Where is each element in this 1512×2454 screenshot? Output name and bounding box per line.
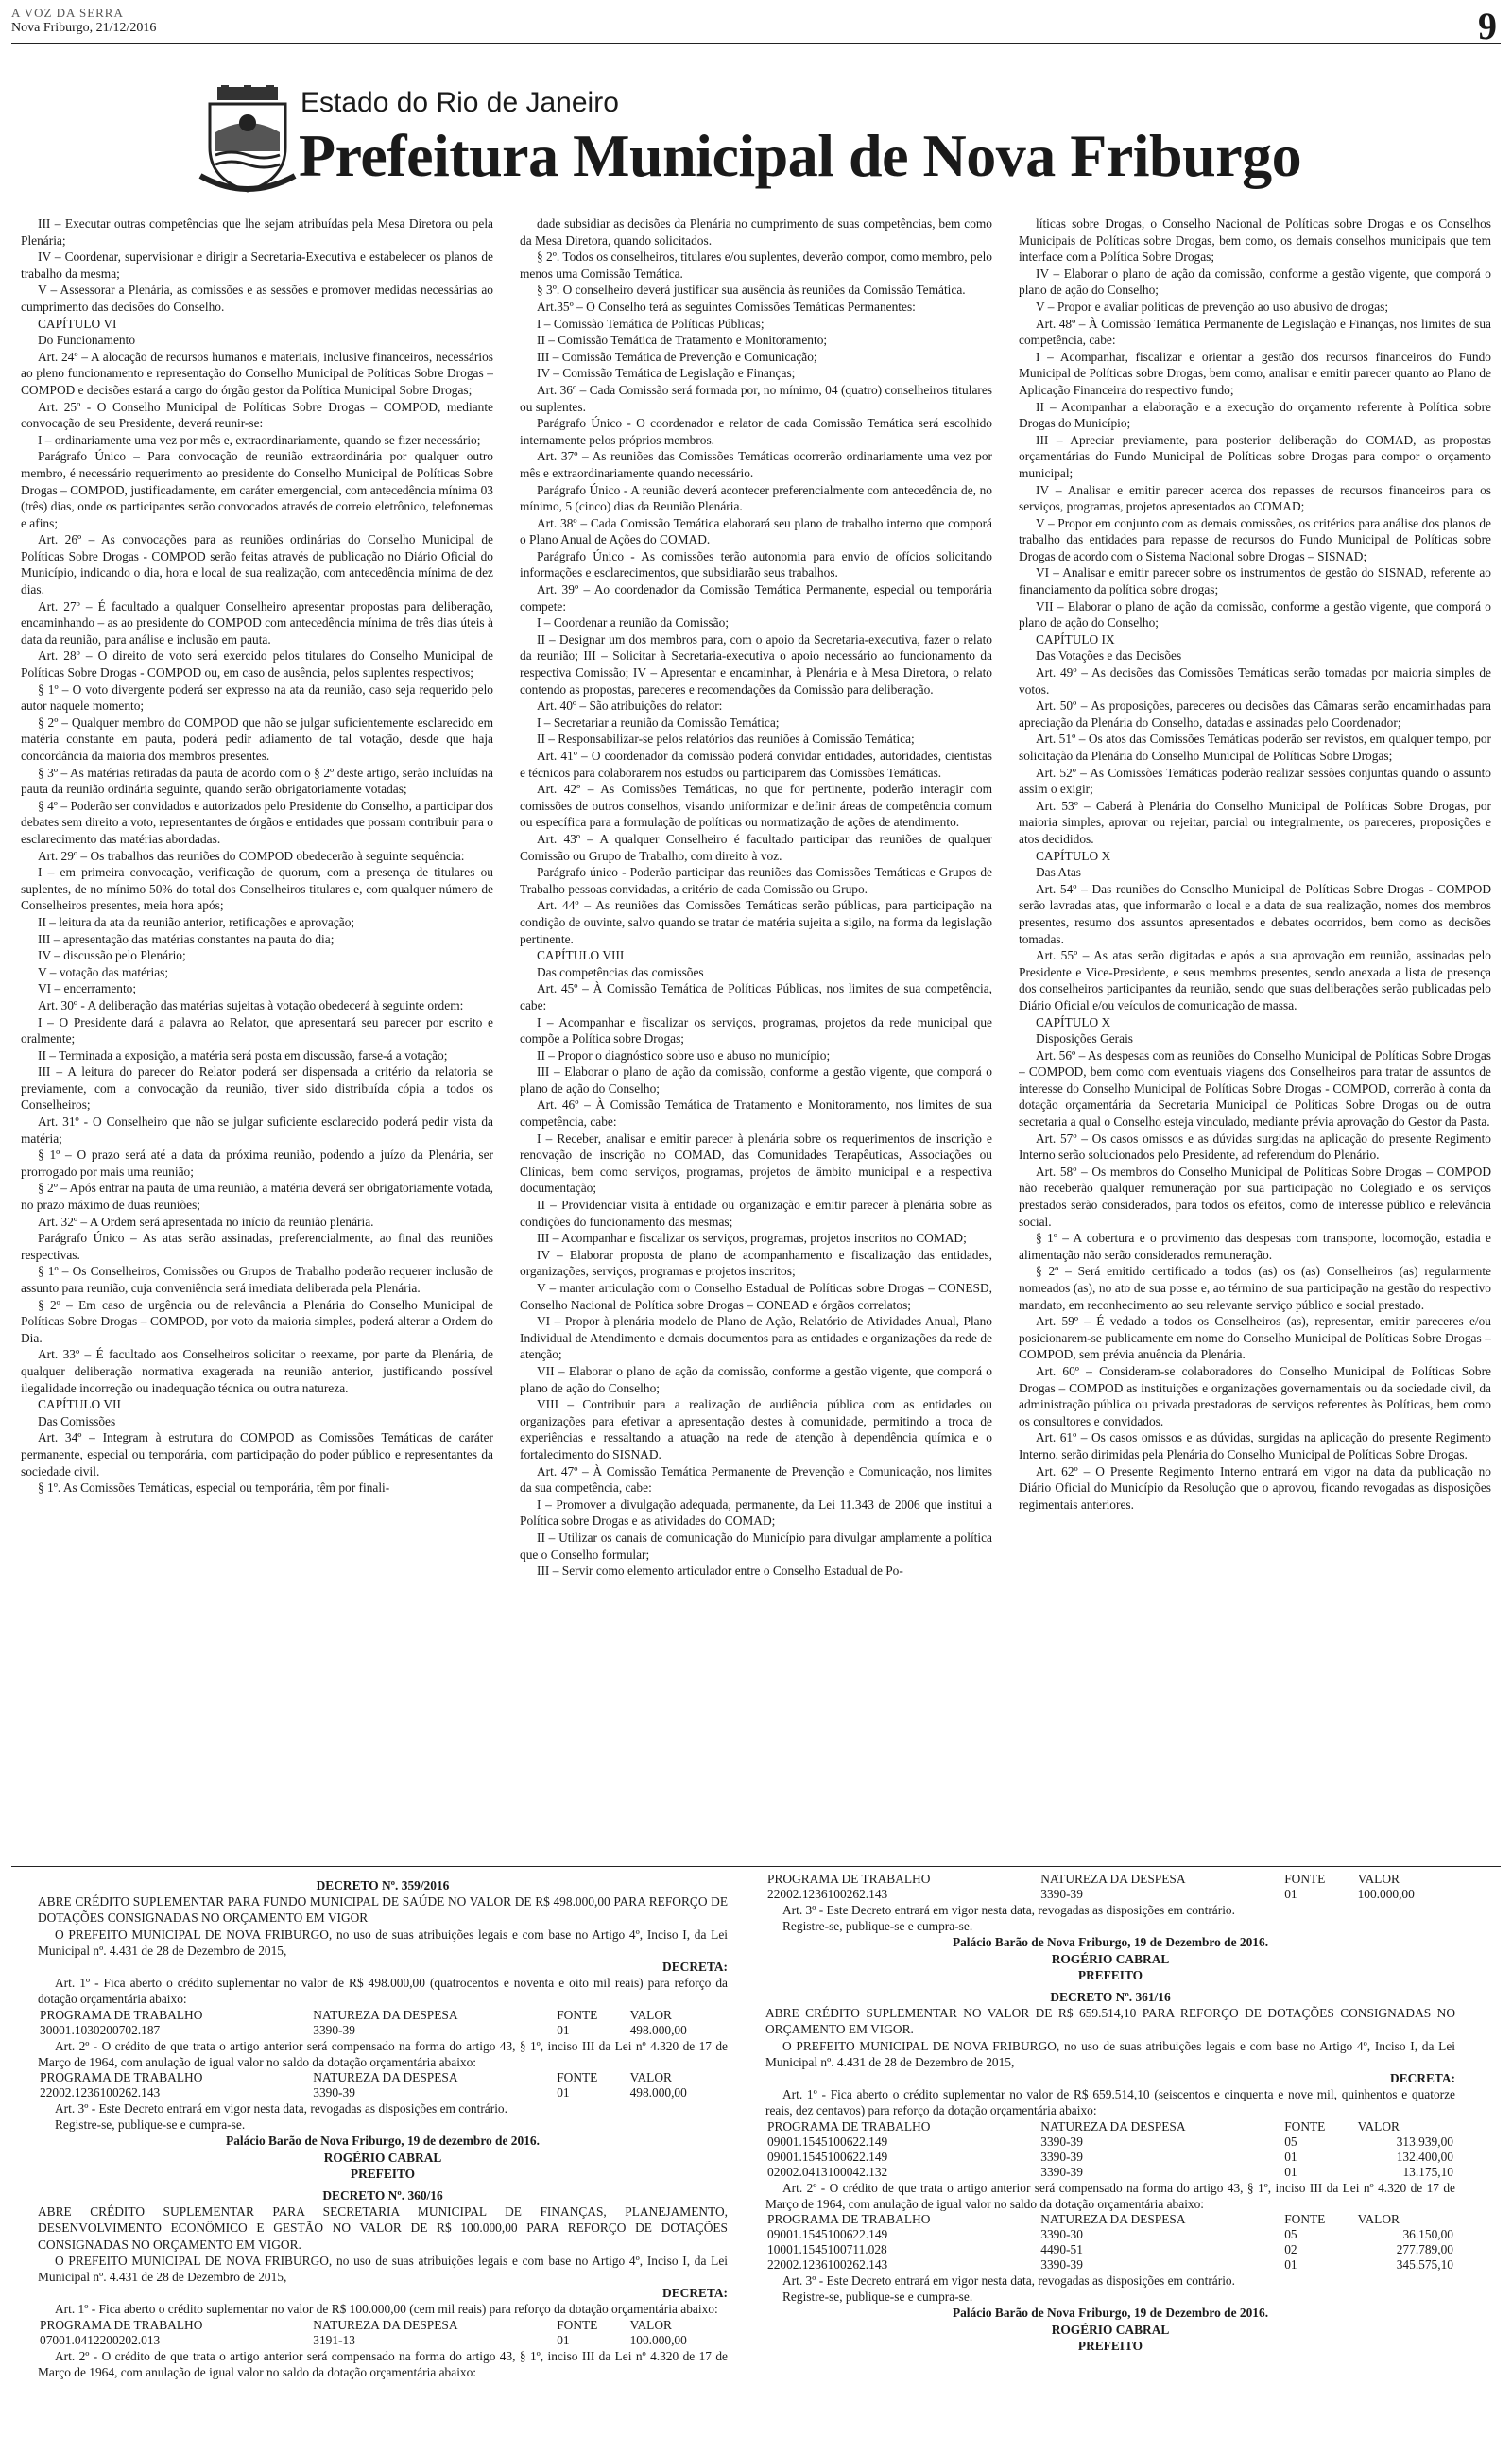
table-row — [38, 2085, 728, 2100]
table-cell: 3390-39 — [1040, 2134, 1083, 2149]
decree-359-art1: Art. 1º - Fica aberto o crédito suplementar no valor de R$ 498.000,00 (quatrocentos e noventa e oito mil reais) para reforço da dotação orçamentária abaixo: — [38, 1976, 728, 2007]
paragraph: § 2º. Todos os conselheiros, titulares e/ou suplentes, deverão compor, como membro, pelo menos uma Comissão Temática. — [520, 250, 992, 281]
decree-361-signer: ROGÉRIO CABRAL — [1051, 2322, 1170, 2337]
paragraph: § 1º – Os Conselheiros, Comissões ou Grupos de Trabalho poderão requerer inclusão de assunto para reunião, cuja conveniência será imediata deliberada pela Plenária. — [21, 1264, 493, 1295]
paragraph: Art. 29º – Os trabalhos das reuniões do COMPOD obedecerão à seguinte sequência: — [38, 848, 465, 863]
paragraph: dade subsidiar as decisões da Plenária no cumprimento de suas competências, bem como da Mesa Diretora, quando solicitados. — [520, 216, 992, 248]
table-cell: NATUREZA DA DESPESA — [313, 2007, 458, 2022]
decree-361-role: PREFEITO — [1077, 2338, 1143, 2353]
paragraph: § 1º. As Comissões Temáticas, especial ou temporária, têm por finali- — [38, 1480, 390, 1495]
newspaper-name: A VOZ DA SERRA — [11, 6, 124, 20]
paragraph: II – Comissão Temática de Tratamento e Monitoramento; — [537, 333, 828, 348]
decree-360-table-2 — [765, 1872, 1455, 1902]
paragraph: Art. 57º – Os casos omissos e as dúvidas surgidas na aplicação do presente Regimento Interno serão solucionados pelo Presidente, ad referendum do Plenário. — [1019, 1131, 1491, 1163]
section-divider — [11, 1866, 1501, 1867]
table-cell: PROGRAMA DE TRABALHO — [767, 2212, 931, 2227]
paragraph: Art. 51º – Os atos das Comissões Temáticas poderão ser revistos, em qualquer tempo, por solicitação da Plenária do Conselho Municipal de Políticas Sobre Drogas; — [1019, 732, 1491, 763]
decree-361-art3: Art. 3º - Este Decreto entrará em vigor nesta data, revogadas as disposições em contrário. — [782, 2273, 1235, 2289]
paragraph: III – Elaborar o plano de ação da comissão, conforme a gestão vigente, que comporá o plano de ação do Conselho; — [520, 1064, 992, 1096]
paragraph: Das Atas — [1036, 865, 1081, 880]
table-header — [765, 2119, 1455, 2134]
paragraph: § 3º. O conselheiro deverá justificar sua ausência às reuniões da Comissão Temática. — [537, 283, 966, 298]
table-cell: FONTE — [557, 2070, 598, 2085]
decree-360-table-1 — [38, 2318, 728, 2348]
paragraph: VI – Analisar e emitir parecer sobre os instrumentos de gestão do SISNAD, referente ao financiamento da política sobre drogas; — [1019, 565, 1491, 597]
paragraph: Das Comissões — [38, 1413, 116, 1428]
table-cell: 01 — [557, 2085, 570, 2100]
municipal-crest-icon — [198, 85, 297, 195]
issue-date: Nova Friburgo, 21/12/2016 — [11, 21, 157, 35]
table-cell: FONTE — [557, 2317, 598, 2332]
paragraph: I – Comissão Temática de Políticas Públicas; — [537, 316, 765, 331]
decree-359-table-2 — [38, 2070, 728, 2100]
paragraph: II – Responsabilizar-se pelos relatórios das reuniões à Comissão Temática; — [537, 732, 915, 747]
table-cell: 498.000,00 — [629, 2085, 687, 2100]
table-row — [765, 2227, 1455, 2242]
decree-360-signer: ROGÉRIO CABRAL — [1051, 1951, 1170, 1966]
paragraph: I – Secretariar a reunião da Comissão Temática; — [537, 715, 780, 730]
paragraph: Art. 42º – As Comissões Temáticas, no que for pertinente, poderão interagir com comissões de outros conselhos, visando uniformizar e definir áreas de competência comum ou específica para a formulação de políticas ou normatização de ações de atendimento. — [520, 782, 992, 830]
paragraph: Art. 49º – As decisões das Comissões Temáticas serão tomadas por maioria simples de votos. — [1019, 665, 1491, 697]
paragraph: IV – Analisar e emitir parecer acerca dos repasses de recursos financeiros para os serviços, programas, projetos apresentados ao COMAD; — [1019, 482, 1491, 514]
paragraph: III – apresentação das matérias constantes na pauta do dia; — [38, 931, 335, 946]
paragraph: II – Providenciar visita à entidade ou organização e emitir parecer à plenária sobre as condições do funcionamento das mesmas; — [520, 1198, 992, 1229]
paragraph: Art. 59º – É vedado a todos os Conselheiros (as), representar, emitir pareceres e/ou posicionarem-se publicamente em nome do Conselho Municipal de Políticas Sobre Drogas – COMPOD, sem prévia anuência da Plenária. — [1019, 1314, 1491, 1362]
paragraph: VII – Elaborar o plano de ação da comissão, conforme a gestão vigente, que comporá o plano de ação do Conselho; — [520, 1363, 992, 1395]
table-cell: PROGRAMA DE TRABALHO — [40, 2070, 203, 2085]
paragraph: III – Acompanhar e fiscalizar os serviços, programas, projetos inscritos no COMAD; — [537, 1231, 967, 1246]
paragraph: Art. 46º – À Comissão Temática de Tratamento e Monitoramento, nos limites de sua competência, cabe: — [520, 1097, 992, 1130]
table-cell: 3390-39 — [313, 2022, 355, 2037]
table-cell: 02002.0413100042.132 — [767, 2164, 888, 2179]
decrees-section — [38, 1872, 1474, 2439]
decree-361-title: DECRETO Nº. 361/16 — [1050, 1990, 1171, 2005]
table-cell: NATUREZA DA DESPESA — [1040, 1872, 1186, 1886]
paragraph: I – em primeira convocação, verificação de quorum, com a presença de titulares ou suplentes, de no mínimo 50% do total dos Conselheiros titulares e, com qualquer número de Conselheiros presentes, meia hora após; — [21, 865, 493, 913]
paragraph: Art.35º – O Conselho terá as seguintes Comissões Temáticas Permanentes: — [537, 299, 916, 314]
paragraph: I – Acompanhar e fiscalizar os serviços, programas, projetos da rede municipal que compõe a Política sobre Drogas; — [520, 1014, 992, 1046]
paragraph: Parágrafo Único – Para convocação de reunião extraordinária por qualquer outro membro, é necessário requerimento ao presidente do Conselho Municipal de Políticas Sobre Drogas – COMPOD, justificadamente, em caráter emergencial, com antecedência mínima 03 (três) dias, onde os participantes serão convocados através de correio eletrônico, telefonemas e afins; — [21, 449, 493, 530]
paragraph: III – A leitura do parecer do Relator poderá ser dispensada a critério da relatoria se previamente, com a convocação da reunião, tiver sido distribuída cópia a todos os Conselheiros; — [21, 1064, 493, 1113]
paragraph: I – Receber, analisar e emitir parecer à plenária sobre os requerimentos de inscrição e renovação de inscrição no COMAD, das Comunidades Terapêuticas, Associações ou Clínicas, bem como serviços, programas, projetos de âmbito municipal e a respectiva documentação; — [520, 1131, 992, 1196]
paragraph: IV – Comissão Temática de Legislação e Finanças; — [537, 366, 796, 381]
text-column-3 — [1019, 216, 1491, 1860]
decree-360-publish: Registre-se, publique-se e cumpra-se. — [782, 1919, 973, 1934]
paragraph: Art. 36º – Cada Comissão será formada por, no mínimo, 04 (quatro) conselheiros titulares ou suplentes. — [520, 382, 992, 414]
paragraph: Parágrafo Único - A reunião deverá acontecer preferencialmente com antecedência de, no mínimo, 5 (cinco) dias da Reunião Plenária. — [520, 482, 992, 514]
paragraph: Art. 33º – É facultado aos Conselheiros solicitar o reexame, por parte da Plenária, de qualquer deliberação normativa exagerada na reunião anterior, justificando possível ilegalidade incorreção ou inadequação técnica ou outra natureza. — [21, 1347, 493, 1395]
regulation-text — [21, 216, 1491, 1860]
paragraph: I – Promover a divulgação adequada, permanente, da Lei 11.343 de 2006 que institui a Política sobre Drogas e as atividades do COMAD; — [520, 1496, 992, 1529]
paragraph: Art. 32º – A Ordem será apresentada no início da reunião plenária. — [38, 1214, 374, 1229]
paragraph: Art. 53º – Caberá à Plenária do Conselho Municipal de Políticas Sobre Drogas, por maioria simples, aprovar ou rejeitar, parcial ou integralmente, os pareceres, proposições e atos decididos. — [1019, 798, 1491, 846]
table-cell: 132.400,00 — [1396, 2149, 1453, 2164]
table-cell: 3390-39 — [1040, 2149, 1083, 2164]
decree-359-art3: Art. 3º - Este Decreto entrará em vigor nesta data, revogadas as disposições em contrário. — [55, 2101, 507, 2117]
decree-359-role: PREFEITO — [350, 2166, 416, 2181]
paragraph: Art. 38º – Cada Comissão Temática elaborará seu plano de trabalho interno que comporá o Plano Anual de Ações do COMAD. — [520, 515, 992, 547]
text-column-1 — [21, 216, 493, 1860]
table-cell: 22002.1236100262.143 — [767, 1887, 888, 1901]
paragraph: Art. 43º – A qualquer Conselheiro é facultado participar das reuniões de qualquer Comissão ou Grupo de Trabalho, com direito à voz. — [520, 831, 992, 863]
table-cell: 277.789,00 — [1396, 2242, 1453, 2257]
table-cell: 13.175,10 — [1402, 2164, 1453, 2179]
table-cell: NATUREZA DA DESPESA — [313, 2317, 458, 2332]
decree-361-preamble: O PREFEITO MUNICIPAL DE NOVA FRIBURGO, no uso de suas atribuições legais e com base no Artigo 4º, Inciso I, da Lei Municipal nº. 4.431 de 28 de Dezembro de 2015, — [765, 2038, 1455, 2069]
decree-360-decreta: DECRETA: — [662, 2286, 728, 2301]
paragraph: V – Assessorar a Plenária, as comissões e as sessões e promover medidas necessárias ao cumprimento das decisões do Conselho. — [21, 283, 493, 314]
table-cell: 3390-39 — [1040, 2257, 1083, 2273]
decree-360-art1: Art. 1º - Fica aberto o crédito suplementar no valor de R$ 100.000,00 (cem mil reais) para reforço da dotação orçamentária abaixo: — [55, 2302, 718, 2317]
paragraph: IV – Elaborar o plano de ação da comissão, conforme a gestão vigente, que comporá o plano de ação do Conselho; — [1019, 266, 1491, 298]
table-cell: 10001.1545100711.028 — [767, 2242, 887, 2257]
paragraph: Art. 37º – As reuniões das Comissões Temáticas ocorrerão ordinariamente uma vez por mês e extraordinariamente quando necessário. — [520, 449, 992, 480]
table-cell: 3390-39 — [313, 2085, 355, 2100]
paragraph: Parágrafo Único - O coordenador e relator de cada Comissão Temática será escolhido internamente pelos próprios membros. — [520, 416, 992, 447]
paragraph: Das Votações e das Decisões — [1036, 648, 1182, 664]
paragraph: I – Acompanhar, fiscalizar e orientar a gestão dos recursos financeiros do Fundo Municipal de Políticas sobre Drogas, bem como, analisar e emitir parecer quanto ao Plano de Aplicação Financeira do respectivo fundo; — [1019, 349, 1491, 397]
table-cell: NATUREZA DA DESPESA — [313, 2070, 458, 2085]
paragraph: CAPÍTULO VIII — [537, 948, 625, 963]
paragraph: CAPÍTULO VII — [38, 1397, 121, 1412]
paragraph: líticas sobre Drogas, o Conselho Nacional de Políticas sobre Drogas e os Conselhos Municipais de Políticas sobre Drogas, bem como, os demais conselhos municipais que tem interface com a Política Sobre Drogas; — [1019, 216, 1491, 265]
paragraph: Art. 41º – O coordenador da comissão poderá convidar entidades, autoridades, cientistas e técnicos para colaborarem nos estudos ou participarem das Comissões Temáticas. — [520, 749, 992, 780]
page-header — [11, 5, 1501, 47]
decree-360-place: Palácio Barão de Nova Friburgo, 19 de Dezembro de 2016. — [952, 1935, 1269, 1950]
table-cell: 05 — [1284, 2134, 1297, 2149]
paragraph: III – Comissão Temática de Prevenção e Comunicação; — [537, 349, 817, 364]
table-cell: 01 — [1284, 1887, 1297, 1901]
table-cell: FONTE — [1284, 2212, 1326, 2227]
decree-361-ementa: ABRE CRÉDITO SUPLEMENTAR NO VALOR DE R$ 659.514,10 PARA REFORÇO DE DOTAÇÕES CONSIGNADAS NO ORÇAMENTO EM VIGOR. — [765, 2006, 1455, 2037]
paragraph: V – votação das matérias; — [38, 964, 169, 979]
paragraph: Art. 28º – O direito de voto será exercido pelos titulares do Conselho Municipal de Políticas Sobre Drogas - COMPOD ou, em caso de ausência, pelos suplentes respectivos; — [21, 648, 493, 681]
paragraph: IV – discussão pelo Plenário; — [38, 948, 186, 963]
paragraph: Art. 60º – Consideram-se colaboradores do Conselho Municipal de Políticas Sobre Drogas – COMPOD as instituições e organizações governamentais ou da sociedade civil, da administração pública ou privada prestadoras de serviços referentes às Políticas, bem como os consultores e convidados. — [1019, 1363, 1491, 1428]
table-cell: NATUREZA DA DESPESA — [1040, 2212, 1186, 2227]
table-cell: 01 — [557, 2022, 570, 2037]
table-cell: 36.150,00 — [1402, 2227, 1453, 2242]
table-cell: FONTE — [1284, 2118, 1326, 2134]
paragraph: Art. 26º – As convocações para as reuniões ordinárias do Conselho Municipal de Políticas Sobre Drogas - COMPOD serão feitas através de publicação no Diário Oficial do Município, indicando o dia, hora e local de sua realização, com antecedência mínima de dez dias. — [21, 532, 493, 597]
table-cell: FONTE — [557, 2007, 598, 2022]
decree-359-publish: Registre-se, publique-se e cumpra-se. — [55, 2117, 246, 2133]
table-row — [765, 2257, 1455, 2273]
paragraph: Art. 47º – À Comissão Temática Permanente de Prevenção e Comunicação, nos limites da sua competência, cabe: — [520, 1463, 992, 1495]
paragraph: Art. 50º – As proposições, pareceres ou decisões das Câmaras serão encaminhadas para apreciação da Plenária do Conselho, datadas e assinadas pelo Coordenador; — [1019, 699, 1491, 730]
table-cell: PROGRAMA DE TRABALHO — [40, 2317, 203, 2332]
paragraph: CAPÍTULO X — [1036, 1014, 1111, 1029]
decree-360-art2: Art. 2º - O crédito de que trata o artigo anterior será compensado na forma do artigo 43, § 1º, inciso III da Lei nº 4.320 de 17 de Março de 1964, com anulação de igual valor no saldo da dotação orçamentária abaixo: — [38, 2348, 728, 2379]
table-cell: 30001.1030200702.187 — [40, 2022, 161, 2037]
table-cell: VALOR — [629, 2070, 672, 2085]
paragraph: Art. 45º – À Comissão Temática de Políticas Públicas, nos limites de sua competência, cabe: — [520, 981, 992, 1012]
paragraph: I – O Presidente dará a palavra ao Relator, que apresentará seu parecer por escrito e oralmente; — [21, 1014, 493, 1046]
table-row — [765, 2134, 1455, 2150]
table-row — [38, 2333, 728, 2348]
paragraph: Parágrafo Único - As comissões terão autonomia para envio de ofícios solicitando informações e esclarecimentos, que subsidiarão seus trabalhos. — [520, 548, 992, 580]
table-cell: VALOR — [629, 2317, 672, 2332]
decree-359-table-1 — [38, 2008, 728, 2038]
table-cell: 498.000,00 — [629, 2022, 687, 2037]
paragraph: Art. 61º – Os casos omissos e as dúvidas, surgidas na aplicação do presente Regimento Interno, serão dirimidas pela Plenária do Conselho Municipal de Políticas Sobre Drogas. — [1019, 1430, 1491, 1461]
paragraph: VI – Propor à plenária modelo de Plano de Ação, Relatório de Atividades Anual, Plano Individual de Atendimento e demais documentos para as entidades e organizações da rede de atenção; — [520, 1314, 992, 1362]
table-cell: PROGRAMA DE TRABALHO — [767, 2118, 931, 2134]
paragraph: II – Designar um dos membros para, com o apoio da Secretaria-executiva, fazer o relato da reunião; III – Solicitar à Secretaria-executiva o apoio necessário ao funcionamento da respectiva Comissão; IV – Apresentar e encaminhar, à Plenária e à Mesa Diretora, o relato contendo as propostas, pareceres e recomendações da Comissão para deliberação. — [520, 631, 992, 697]
table-cell: NATUREZA DA DESPESA — [1040, 2118, 1186, 2134]
decree-360-role: PREFEITO — [1077, 1967, 1143, 1982]
paragraph: Art. 52º – As Comissões Temáticas poderão realizar sessões conjuntas quando o assunto assim o exigir; — [1019, 765, 1491, 797]
paragraph: V – manter articulação com o Conselho Estadual de Políticas sobre Drogas – CONESD, Conselho Nacional de Política sobre Drogas – CONEAD e órgãos correlatos; — [520, 1281, 992, 1312]
paragraph: CAPÍTULO IX — [1036, 631, 1115, 647]
table-cell: 05 — [1284, 2227, 1297, 2242]
paragraph: II – Utilizar os canais de comunicação do Município para divulgar amplamente a política que o Conselho formular; — [520, 1529, 992, 1562]
table-header — [765, 2212, 1455, 2227]
decree-360-art3: Art. 3º - Este Decreto entrará em vigor nesta data, revogadas as disposições em contrário. — [782, 1903, 1235, 1917]
table-cell: VALOR — [629, 2007, 672, 2022]
table-cell: 02 — [1284, 2242, 1297, 2257]
paragraph: CAPÍTULO X — [1036, 848, 1111, 863]
table-header — [38, 2318, 728, 2333]
paragraph: Do Funcionamento — [38, 333, 136, 348]
decree-360-ementa: ABRE CRÉDITO SUPLEMENTAR PARA SECRETARIA MUNICIPAL DE FINANÇAS, PLANEJAMENTO, DESENVOLVIMENTO ECONÔMICO E GESTÃO NO VALOR DE R$ 100.000,00 PARA REFORÇO DE DOTAÇÕES CONSIGNADAS NO ORÇAMENTO EM VIGOR. — [38, 2204, 728, 2252]
paragraph: IV – Elaborar proposta de plano de acompanhamento e fiscalização das entidades, organizações, serviços, programas e projetos inscritos; — [520, 1247, 992, 1279]
paragraph: II – Acompanhar a elaboração e a execução do orçamento referente à Política sobre Drogas do Município; — [1019, 399, 1491, 431]
table-cell: PROGRAMA DE TRABALHO — [40, 2007, 203, 2022]
decree-column-right — [765, 1872, 1455, 2354]
decree-359-signer: ROGÉRIO CABRAL — [323, 2150, 442, 2165]
decree-361-table-1 — [765, 2119, 1455, 2180]
paragraph: § 2º – Qualquer membro do COMPOD que não se julgar suficientemente esclarecido em matéria constante em pauta, poderá pedir adiamento de tal votação, desde que haja concordância da maioria dos membros presentes. — [21, 715, 493, 763]
paragraph: Art. 39º – Ao coordenador da Comissão Temática Permanente, especial ou temporária compete: — [520, 582, 992, 614]
table-cell: 100.000,00 — [629, 2332, 687, 2347]
paragraph: II – leitura da ata da reunião anterior, retificações e aprovação; — [38, 914, 355, 929]
table-header — [38, 2070, 728, 2085]
table-cell: 09001.1545100622.149 — [767, 2134, 888, 2149]
decree-361-art1: Art. 1º - Fica aberto o crédito suplementar no valor de R$ 659.514,10 (seiscentos e cinquenta e nove mil, quinhentos e quatorze reais, dez centavos) para reforço da dotação orçamentária abaixo: — [765, 2087, 1455, 2118]
table-cell: VALOR — [1357, 2118, 1400, 2134]
paragraph: III – Servir como elemento articulador entre o Conselho Estadual de Po- — [537, 1564, 903, 1579]
paragraph: § 2º – Em caso de urgência ou de relevância a Plenária do Conselho Municipal de Políticas Sobre Drogas – COMPOD, por voto da maioria simples, poderá alterar a Ordem do Dia. — [21, 1297, 493, 1345]
paragraph: § 1º – O voto divergente poderá ser expresso na ata da reunião, caso seja requerido pelo autor naquele momento; — [21, 682, 493, 714]
table-row — [765, 1887, 1455, 1902]
decree-360-title: DECRETO Nº. 360/16 — [322, 2188, 443, 2203]
table-cell: 01 — [1284, 2149, 1297, 2164]
decree-359-ementa: ABRE CRÉDITO SUPLEMENTAR PARA FUNDO MUNICIPAL DE SAÚDE NO VALOR DE R$ 498.000,00 PARA REFORÇO DE DOTAÇÕES CONSIGNADAS NO ORÇAMENTO EM VIGOR — [38, 1894, 728, 1926]
paragraph: VII – Elaborar o plano de ação da comissão, conforme a gestão vigente, que comporá o plano de ação do Conselho; — [1019, 598, 1491, 631]
decree-361-decreta: DECRETA: — [1390, 2071, 1455, 2086]
paragraph: Disposições Gerais — [1036, 1031, 1134, 1046]
table-cell: 09001.1545100622.149 — [767, 2227, 888, 2242]
paragraph: § 2º – Após entrar na pauta de uma reunião, a matéria deverá ser obrigatoriamente votada, no prazo máximo de duas reuniões; — [21, 1181, 493, 1213]
paragraph: § 1º – O prazo será até a data da próxima reunião, podendo a juízo da Plenária, ser prorrogado por mais uma reunião; — [21, 1148, 493, 1179]
paragraph: Parágrafo único - Poderão participar das reuniões das Comissões Temáticas e Grupos de Trabalho pessoas convidadas, a critério de cada Comissão ou Grupo. — [520, 865, 992, 896]
table-header — [765, 1872, 1455, 1887]
table-row — [765, 2150, 1455, 2165]
table-row — [765, 2242, 1455, 2257]
paragraph: Art. 30º - A deliberação das matérias sujeitas à votação obedecerá à seguinte ordem: — [38, 997, 464, 1012]
paragraph: Art. 48º – À Comissão Temática Permanente de Legislação e Finanças, nos limites de sua competência, cabe: — [1019, 316, 1491, 348]
table-cell: 22002.1236100262.143 — [40, 2085, 161, 2100]
paragraph: § 1º – A cobertura e o provimento das despesas com transporte, locomoção, estadia e alimentação não serão considerados remuneração. — [1019, 1231, 1491, 1262]
paragraph: Art. 55º – As atas serão digitadas e após a sua aprovação em reunião, assinadas pelo Presidente e Vice-Presidente, e seus membros presentes, sendo anexada a lista de presença dos conselheiros participantes da reunião, sendo que suas deliberações serão publicadas pelo Diário Oficial e/ou veículos de comunicação de massa. — [1019, 948, 1491, 1012]
decree-359-title: DECRETO Nº. 359/2016 — [316, 1878, 450, 1892]
table-cell: 100.000,00 — [1357, 1887, 1415, 1901]
decree-361-place: Palácio Barão de Nova Friburgo, 19 de Dezembro de 2016. — [952, 2306, 1269, 2321]
paragraph: Art. 56º – As despesas com as reuniões do Conselho Municipal de Políticas Sobre Drogas – COMPOD, bem como com eventuais viagens dos Conselheiros para tratar de assuntos de interesse do Conselho Municipal de Políticas Sobre Drogas - COMPOD, correrão à conta da dotação orçamentária da Secretaria Municipal de Políticas Sobre Drogas ou de outra secretaria a qual o Conselho esteja vinculado, mediante prévia aprovação do Gestor da Pasta. — [1019, 1047, 1491, 1130]
table-cell: PROGRAMA DE TRABALHO — [767, 1872, 931, 1886]
paragraph: Art. 34º – Integram à estrutura do COMPOD as Comissões Temáticas de caráter permanente, especial ou temporária, com participação do poder público e representantes da sociedade civil. — [21, 1430, 493, 1478]
paragraph: II – Propor o diagnóstico sobre uso e abuso no município; — [537, 1047, 831, 1063]
paragraph: Art. 27º – É facultado a qualquer Conselheiro apresentar propostas para deliberação, encaminhando – as ao presidente do COMPOD com antecedência mínima de três dias úteis à data da reunião, para análise e inclusão em pauta. — [21, 598, 493, 647]
table-cell: 3191-13 — [313, 2332, 355, 2347]
table-cell: 4490-51 — [1040, 2242, 1083, 2257]
table-cell: 01 — [1284, 2164, 1297, 2179]
state-name: Estado do Rio de Janeiro — [301, 87, 619, 118]
paragraph: V – Propor e avaliar políticas de prevenção ao uso abusivo de drogas; — [1036, 299, 1389, 314]
table-cell: 3390-30 — [1040, 2227, 1083, 2242]
decree-361-art2: Art. 2º - O crédito de que trata o artigo anterior será compensado na forma do artigo 43, § 1º, inciso III da Lei nº 4.320 de 17 de Março de 1964, com anulação de igual valor no saldo da dotação orçamentária abaixo: — [765, 2180, 1455, 2211]
table-header — [38, 2008, 728, 2023]
table-cell: 22002.1236100262.143 — [767, 2257, 888, 2273]
table-row — [38, 2023, 728, 2038]
paragraph: Art. 44º – As reuniões das Comissões Temáticas serão públicas, para participação na condição de ouvinte, salvo quando se tratar de matéria sujeita a sigilo, na forma da legislação pertinente. — [520, 898, 992, 946]
paragraph: § 2º – Será emitido certificado a todos (as) os (as) Conselheiros (as) regularmente nomeados (as), no ato de sua posse e, ao término de sua participação na gestão do respectivo mandato, em reconhecimento ao seu relevante serviço público e social prestado. — [1019, 1264, 1491, 1312]
paragraph: VIII – Contribuir para a realização de audiência pública com as entidades ou organizações para efetivar a apresentação destes à comunidade, permitindo a troca de experiências e ressaltando a atuação na rede de atenção à dependência química e o fortalecimento do SISNAD. — [520, 1397, 992, 1461]
paragraph: Art. 54º – Das reuniões do Conselho Municipal de Políticas Sobre Drogas - COMPOD serão lavradas atas, que informarão o local e a data de sua realização, nomes dos membros presentes, resumo dos assuntos apresentados e debates ocorridos, bem como as decisões tomadas. — [1019, 881, 1491, 946]
table-cell: 3390-39 — [1040, 1887, 1083, 1901]
text-column-2 — [520, 216, 992, 1860]
paragraph: Parágrafo Único – As atas serão assinadas, preferencialmente, ao final das reuniões respectivas. — [21, 1231, 493, 1262]
paragraph: Art. 24º – A alocação de recursos humanos e materiais, inclusive financeiros, necessários ao pleno funcionamento e representação do Conselho Municipal de Políticas Sobre Drogas – COMPOD e decisões estará a cargo do órgão gestor da Política Municipal Sobre Drogas; — [21, 349, 493, 397]
paragraph: Art. 31º - O Conselheiro que não se julgar suficiente esclarecido poderá pedir vista da matéria; — [21, 1115, 493, 1146]
paragraph: IV – Coordenar, supervisionar e dirigir a Secretaria-Executiva e estabelecer os planos de trabalho da mesma; — [21, 250, 493, 281]
decree-359-preamble: O PREFEITO MUNICIPAL DE NOVA FRIBURGO, no uso de suas atribuições legais e com base no Artigo 4º, Inciso I, da Lei Municipal nº. 4.431 de 28 de Dezembro de 2015, — [38, 1927, 728, 1958]
table-cell: 01 — [557, 2332, 570, 2347]
table-cell: 07001.0412200202.013 — [40, 2332, 161, 2347]
table-cell: 345.575,10 — [1396, 2257, 1453, 2273]
paragraph: VI – encerramento; — [38, 981, 137, 996]
table-cell: FONTE — [1284, 1872, 1326, 1886]
table-cell: VALOR — [1357, 2212, 1400, 2227]
paragraph: Art. 25º - O Conselho Municipal de Políticas Sobre Drogas – COMPOD, mediante convocação de seu Presidente, deverá reunir-se: — [21, 399, 493, 431]
table-cell: VALOR — [1357, 1872, 1400, 1886]
paragraph: § 3º – As matérias retiradas da pauta de acordo com o § 2º deste artigo, serão incluídas na pauta da reunião ordinária seguinte, quando serão obrigatoriamente votadas; — [21, 765, 493, 797]
decree-column-left — [38, 1872, 728, 2380]
table-row — [765, 2165, 1455, 2180]
table-cell: 3390-39 — [1040, 2164, 1083, 2179]
paragraph: V – Propor em conjunto com as demais comissões, os critérios para análise dos planos de trabalho das entidades para repasse de recursos do Fundo Municipal de Políticas sobre Drogas de acordo com o Sistema Nacional sobre Drogas – SISNAD; — [1019, 515, 1491, 563]
page-number: 9 — [1478, 5, 1497, 47]
paragraph: CAPÍTULO VI — [38, 316, 117, 331]
paragraph: Art. 40º – São atribuições do relator: — [537, 699, 723, 714]
table-cell: 01 — [1284, 2257, 1297, 2273]
paragraph: III – Apreciar previamente, para posterior deliberação do COMAD, as propostas orçamentárias do Fundo Municipal de Políticas sobre Drogas para compor o orçamento municipal; — [1019, 432, 1491, 480]
paragraph: III – Executar outras competências que lhe sejam atribuídas pela Mesa Diretora ou pela Plenária; — [21, 216, 493, 248]
decree-361-table-2 — [765, 2212, 1455, 2273]
paragraph: Art. 58º – Os membros do Conselho Municipal de Políticas Sobre Drogas – COMPOD não receberão qualquer remuneração por sua participação no Colegiado e os serviços prestados serão considerados, para todos os efeitos, como de interesse público e relevância social. — [1019, 1164, 1491, 1229]
decree-359-place: Palácio Barão de Nova Friburgo, 19 de dezembro de 2016. — [226, 2134, 540, 2149]
paragraph: Das competências das comissões — [537, 964, 704, 979]
decree-359-art2: Art. 2º - O crédito de que trata o artigo anterior será compensado na forma do artigo 43, § 1º, inciso III da Lei nº 4.320 de 17 de Março de 1964, com anulação de igual valor no saldo da dotação orçamentária abaixo: — [38, 2038, 728, 2069]
paragraph: § 4º – Poderão ser convidados e autorizados pelo Presidente do Conselho, a participar dos debates sem direito a voto, representantes de órgãos e entidades que possam contribuir para o esclarecimento das matérias abordadas. — [21, 798, 493, 846]
table-cell: 09001.1545100622.149 — [767, 2149, 888, 2164]
table-cell: 313.939,00 — [1396, 2134, 1453, 2149]
prefecture-title: Prefeitura Municipal de Nova Friburgo — [299, 122, 1302, 189]
paragraph: Art. 62º – O Presente Regimento Interno entrará em vigor na data da publicação no Diário Oficial do Município da Resolução que o aprovou, ficando revogadas as disposições regimentais anteriores. — [1019, 1463, 1491, 1512]
paragraph: I – ordinariamente uma vez por mês e, extraordinariamente, quando se fizer necessário; — [38, 432, 481, 447]
decree-360-preamble: O PREFEITO MUNICIPAL DE NOVA FRIBURGO, no uso de suas atribuições legais e com base no Artigo 4º, Inciso I, da Lei Municipal nº. 4.431 de 28 de Dezembro de 2015, — [38, 2253, 728, 2285]
paragraph: I – Coordenar a reunião da Comissão; — [537, 615, 730, 631]
decree-359-decreta: DECRETA: — [662, 1960, 728, 1975]
paragraph: II – Terminada a exposição, a matéria será posta em discussão, farse-á a votação; — [38, 1047, 448, 1063]
decree-361-publish: Registre-se, publique-se e cumpra-se. — [782, 2290, 973, 2305]
